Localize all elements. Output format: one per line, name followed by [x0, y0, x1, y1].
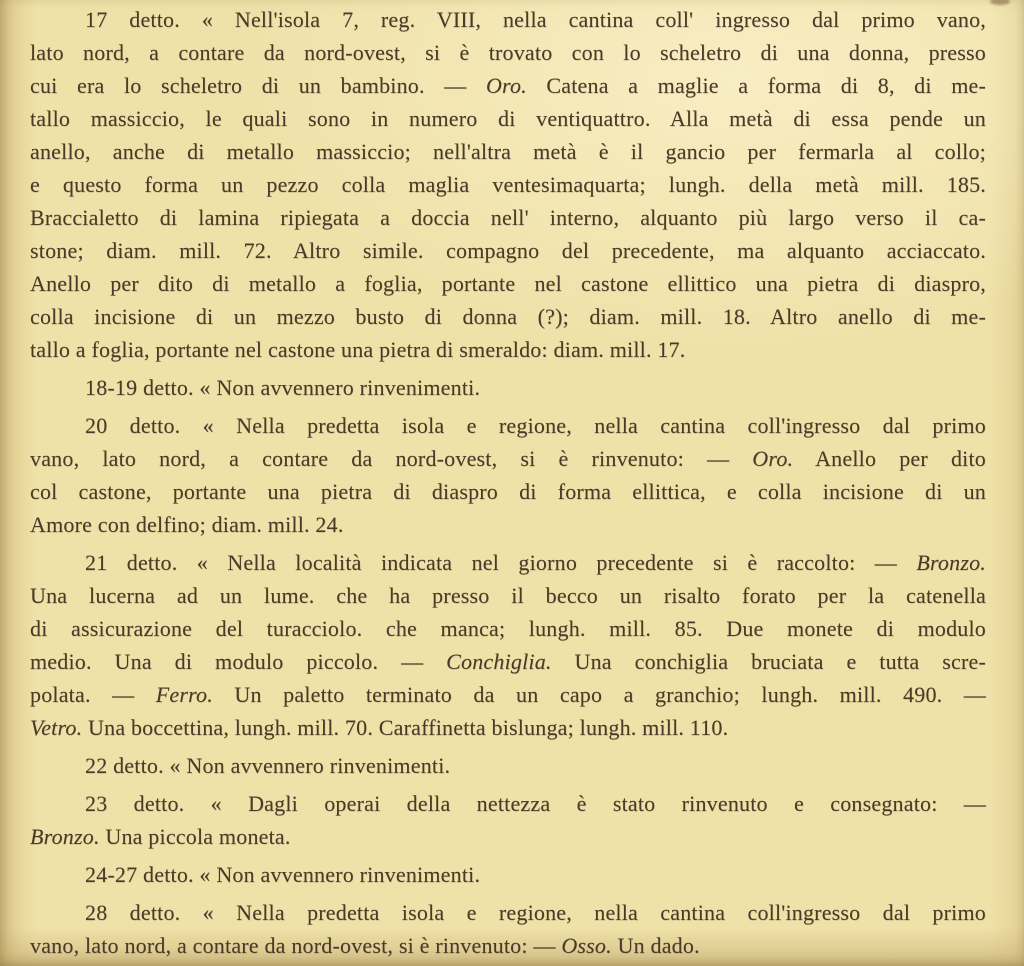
- text-run: Un paletto terminato da un capo a granchio; lungh. mill. 490. —: [212, 682, 986, 707]
- text-line: [30, 749, 986, 782]
- paragraph-2: [30, 371, 986, 404]
- text-run: polata. —: [30, 682, 156, 707]
- text-line: [30, 300, 986, 333]
- text-run: Amore con delfino; diam. mill. 24.: [30, 512, 344, 537]
- text-run: 21 detto. « Nella località indicata nel giorno precedente si è raccolto: —: [85, 550, 917, 575]
- text-run: vano, lato nord, a contare da nord-ovest, si è rinvenuto: —: [30, 933, 562, 958]
- text-run: e questo forma un pezzo colla maglia ventesimaquarta; lungh. della metà mill. 185.: [30, 172, 986, 197]
- document-text: [30, 3, 986, 962]
- material-term: Vetro.: [30, 715, 83, 740]
- text-run: col castone, portante una pietra di diaspro di forma ellittica, e colla incisione di un: [30, 479, 986, 504]
- text-line: [30, 333, 986, 366]
- text-run: tallo massiccio, le quali sono in numero di ventiquattro. Alla metà di essa pende un: [30, 106, 986, 131]
- text-run: tallo a foglia, portante nel castone una pietra di smeraldo: diam. mill. 17.: [30, 337, 686, 362]
- text-run: Una lucerna ad un lume. che ha presso il becco un risalto forato per la catenella: [30, 583, 986, 608]
- text-line: [30, 36, 986, 69]
- text-line: [30, 201, 986, 234]
- text-run: 22 detto. « Non avvennero rinvenimenti.: [85, 753, 451, 778]
- text-run: vano, lato nord, a contare da nord-ovest, si è rinvenuto: —: [30, 446, 753, 471]
- text-run: Una boccettina, lungh. mill. 70. Caraffinetta bislunga; lungh. mill. 110.: [82, 715, 729, 740]
- text-line: [30, 929, 986, 962]
- text-line: [30, 102, 986, 135]
- text-run: Catena a maglie a forma di 8, di me-: [526, 73, 986, 98]
- text-line: [30, 409, 986, 442]
- text-run: 28 detto. « Nella predetta isola e regione, nella cantina coll'ingresso dal primo: [85, 900, 986, 925]
- text-line: [30, 168, 986, 201]
- text-line: [30, 612, 986, 645]
- text-run: 24-27 detto. « Non avvennero rinvenimenti.: [85, 862, 481, 887]
- paragraph-7: [30, 858, 986, 891]
- text-line: [30, 678, 986, 711]
- paragraph-5: [30, 749, 986, 782]
- text-line: [30, 711, 986, 744]
- material-term: Conchiglia.: [446, 649, 552, 674]
- text-run: 18-19 detto. « Non avvennero rinvenimenti.: [85, 375, 481, 400]
- text-run: cui era lo scheletro di un bambino. —: [30, 73, 486, 98]
- text-run: Anello per dito: [793, 446, 986, 471]
- paragraph-8: [30, 896, 986, 962]
- text-run: 17 detto. « Nell'isola 7, reg. VIII, nella cantina coll' ingresso dal primo vano,: [85, 7, 986, 32]
- paragraph-4: [30, 546, 986, 744]
- text-line: [30, 546, 986, 579]
- text-run: Braccialetto di lamina ripiegata a doccia nell' interno, alquanto più largo verso il ca-: [30, 205, 986, 230]
- text-run: di assicurazione del turacciolo. che manca; lungh. mill. 85. Due monete di modulo: [30, 616, 986, 641]
- text-line: [30, 442, 986, 475]
- text-run: Anello per dito di metallo a foglia, portante nel castone ellittico una pietra di diaspro,: [30, 271, 986, 296]
- text-run: anello, anche di metallo massiccio; nell'altra metà è il gancio per fermarla al collo;: [30, 139, 986, 164]
- text-line: [30, 234, 986, 267]
- material-term: Oro.: [485, 73, 527, 98]
- text-run: Una conchiglia bruciata e tutta scre-: [551, 649, 986, 674]
- material-term: Oro.: [752, 446, 794, 471]
- text-line: [30, 135, 986, 168]
- material-term: Bronzo.: [916, 550, 986, 575]
- text-line: [30, 645, 986, 678]
- material-term: Osso.: [561, 933, 612, 958]
- text-line: [30, 858, 986, 891]
- text-run: 20 detto. « Nella predetta isola e regione, nella cantina coll'ingresso dal primo: [85, 413, 986, 438]
- paragraph-6: [30, 787, 986, 853]
- text-line: [30, 371, 986, 404]
- text-run: stone; diam. mill. 72. Altro simile. compagno del precedente, ma alquanto acciaccato.: [30, 238, 986, 263]
- text-line: [30, 787, 986, 820]
- material-term: Ferro.: [155, 682, 213, 707]
- text-run: lato nord, a contare da nord-ovest, si è trovato con lo scheletro di una donna, presso: [30, 40, 986, 65]
- text-line: [30, 508, 986, 541]
- text-run: 23 detto. « Dagli operai della nettezza è stato rinvenuto e consegnato: —: [85, 791, 986, 816]
- text-line: [30, 69, 986, 102]
- scan-edge-artifact: [990, 0, 1010, 5]
- text-line: [30, 3, 986, 36]
- text-line: [30, 475, 986, 508]
- text-run: medio. Una di modulo piccolo. —: [30, 649, 447, 674]
- material-term: Bronzo.: [30, 824, 100, 849]
- text-line: [30, 579, 986, 612]
- text-line: [30, 896, 986, 929]
- paragraph-3: [30, 409, 986, 541]
- text-run: colla incisione di un mezzo busto di donna (?); diam. mill. 18. Altro anello di me-: [30, 304, 986, 329]
- paragraph-1: [30, 3, 986, 366]
- text-run: Un dado.: [611, 933, 700, 958]
- text-line: [30, 267, 986, 300]
- text-line: [30, 820, 986, 853]
- text-run: Una piccola moneta.: [99, 824, 291, 849]
